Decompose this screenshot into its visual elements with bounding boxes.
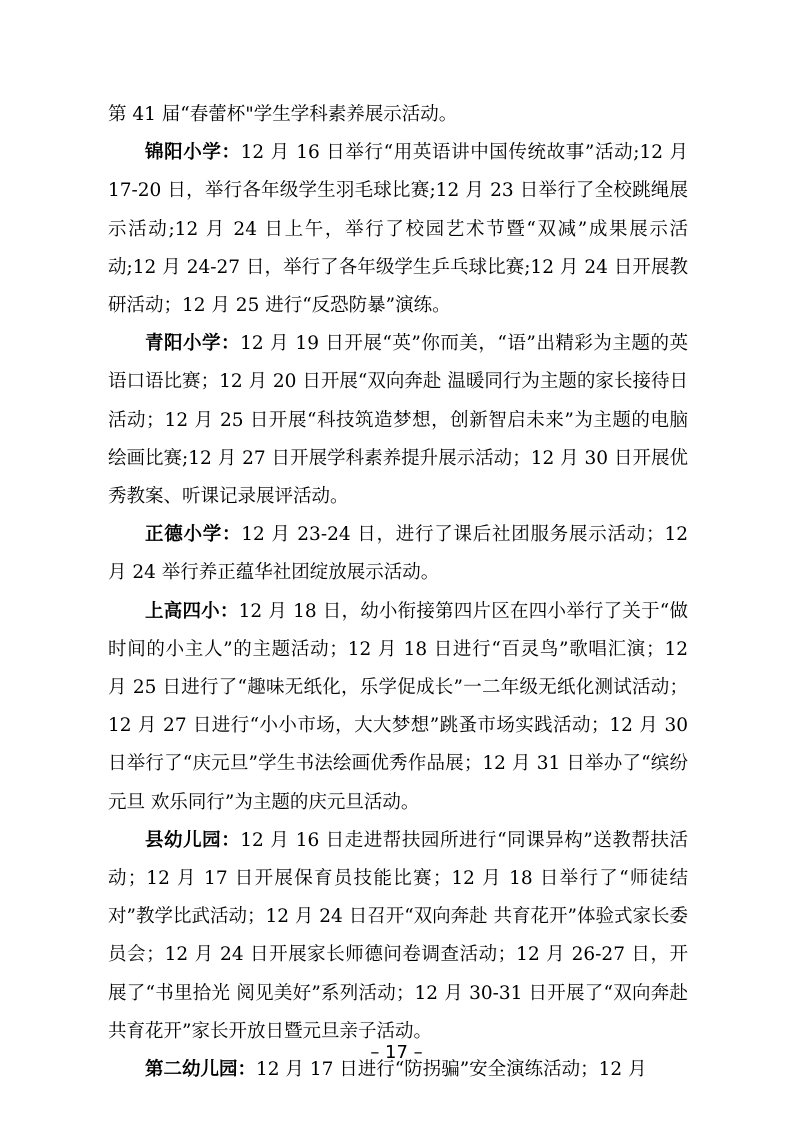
paragraph-jinyang-school (108, 134, 688, 325)
paragraph-zhengde-school (108, 516, 688, 592)
school-name: 县幼儿园： (145, 829, 241, 851)
paragraph-shanggao-fourth-school (108, 593, 688, 822)
paragraph-text: 12 月 16 日走进帮扶园所进行“同课异构”送教帮扶活动；12 月 17 日开展保育员技能比赛；12 月 18 日举行了“师徒结对”教学比武活动；12 月 24 日召开“双向奔赴 共育花开”体验式家长委员会；12 月 24 日开展家长师德问卷调查活动；12 月 26-27 日，开展了“书里拾光 阅见美好”系列活动；12 月 30-31 日开展了“双向奔赴 共育花开”家长开放日暨元旦亲子活动。 (108, 829, 688, 1042)
paragraph-text: 12 月 18 日，幼小衔接第四片区在四小举行了关于“做时间的小主人”的主题活动；12 月 18 日进行“百灵鸟”歌唱汇演；12 月 25 日进行了“趣味无纸化，乐学促成长”一二年级无纸化测试活动；12 月 27 日进行“小小市场，大大梦想”跳蚤市场实践活动；12 月 30 日举行了“庆元旦”学生书法绘画优秀作品展；12 月 31 日举办了“缤纷元旦 欢乐同行”为主题的庆元旦活动。 (108, 600, 688, 813)
document-body (108, 96, 688, 1089)
paragraph-text: 12 月 19 日开展“英”你而美，“语”出精彩为主题的英语口语比赛；12 月 20 日开展“双向奔赴 温暖同行为主题的家长接待日活动；12 月 25 日开展“科技筑造梦想，创新智启未来”为主题的电脑绘画比赛;12 月 27 日开展学科素养提升展示活动；12 月 30 日开展优秀教案、听课记录展评活动。 (108, 333, 688, 508)
paragraph-text: 12 月 17 日进行“防拐骗”安全演练活动；12 月 (256, 1059, 647, 1081)
paragraph-qingyang-school (108, 325, 688, 516)
paragraph-continuation (108, 96, 688, 134)
paragraph-text: 第 41 届“春蕾杯"学生学科素养展示活动。 (108, 104, 458, 125)
school-name: 上高四小： (145, 600, 239, 622)
school-name: 正德小学： (145, 524, 242, 546)
page-number: – 17 – (370, 1042, 423, 1063)
school-name: 第二幼儿园： (145, 1059, 257, 1081)
school-name: 青阳小学： (145, 333, 241, 355)
paragraph-text: 12 月 23-24 日，进行了课后社团服务展示活动；12 月 24 举行养正蕴华社团绽放展示活动。 (108, 524, 688, 584)
paragraph-county-kindergarten (108, 822, 688, 1051)
paragraph-text: 12 月 16 日举行“用英语讲中国传统故事”活动;12 月 17-20 日，举行各年级学生羽毛球比赛;12 月 23 日举行了全校跳绳展示活动;12 月 24 日上午，举行了校园艺术节暨“双减”成果展示活动;12 月 24-27 日，举行了各年级学生乒乓球比赛;12 月 24 日开展教研活动；12 月 25 进行“反恐防暴”演练。 (108, 142, 688, 317)
school-name: 锦阳小学： (145, 142, 241, 164)
